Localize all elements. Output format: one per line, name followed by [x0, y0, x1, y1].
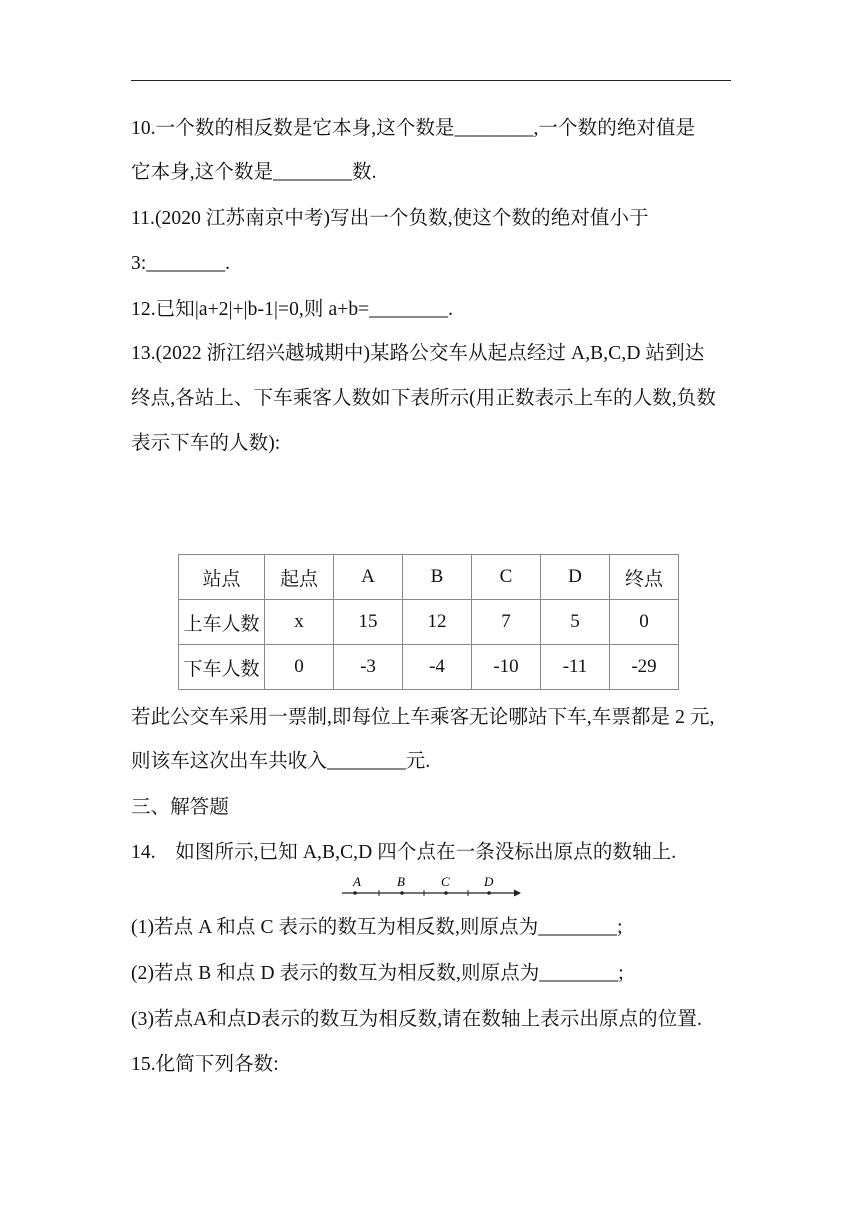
table-row [179, 600, 679, 645]
q15-line1: 15.化简下列各数: [131, 1054, 279, 1075]
q11-line2: 3:________. [131, 253, 231, 274]
table-row [179, 555, 679, 600]
table-cell: B [403, 555, 472, 600]
label-d: D [484, 874, 494, 889]
q14-part2: (2)若点 B 和点 D 表示的数互为相反数,则原点为________; [131, 963, 624, 984]
q13-line3: 表示下车的人数): [131, 433, 281, 454]
table-cell: D [541, 555, 610, 600]
q13-line2: 终点,各站上、下车乘客人数如下表所示(用正数表示上车的人数,负数 [131, 388, 716, 409]
table-cell: -4 [403, 645, 472, 690]
table-cell: 5 [541, 600, 610, 645]
table-cell: -10 [472, 645, 541, 690]
q14-part3: (3)若点A和点D表示的数互为相反数,请在数轴上表示出原点的位置. [131, 1009, 702, 1030]
header-rule [131, 80, 731, 81]
q13-line1: 13.(2022 浙江绍兴越城期中)某路公交车从起点经过 A,B,C,D 站到达 [131, 343, 705, 364]
point-b [400, 891, 404, 895]
q14-line1: 14. 如图所示,已知 A,B,C,D 四个点在一条没标出原点的数轴上. [131, 842, 677, 863]
label-a: A [353, 874, 361, 889]
table-cell: 下车人数 [179, 645, 265, 690]
table-cell: -3 [334, 645, 403, 690]
table-cell: -11 [541, 645, 610, 690]
table-cell: 0 [265, 645, 334, 690]
label-c: C [441, 874, 450, 889]
q14-part1: (1)若点 A 和点 C 表示的数互为相反数,则原点为________; [131, 917, 623, 938]
table-row [179, 645, 679, 690]
q12-line1: 12.已知|a+2|+|b-1|=0,则 a+b=________. [131, 299, 454, 320]
section-heading: 三、解答题 [131, 797, 230, 818]
table-cell: 7 [472, 600, 541, 645]
number-line [340, 874, 524, 902]
axis-arrow [514, 890, 521, 897]
q13-after1: 若此公交车采用一票制,即每位上车乘客无论哪站下车,车票都是 2 元, [131, 707, 715, 728]
label-b: B [397, 874, 405, 889]
table-cell: A [334, 555, 403, 600]
table-cell: 站点 [179, 555, 265, 600]
table-cell: 起点 [265, 555, 334, 600]
point-c [444, 891, 448, 895]
point-a [353, 891, 357, 895]
table-cell: 终点 [610, 555, 679, 600]
table-cell: 12 [403, 600, 472, 645]
q11-line1: 11.(2020 江苏南京中考)写出一个负数,使这个数的绝对值小于 [131, 208, 649, 229]
table-cell: 0 [610, 600, 679, 645]
table-cell: 15 [334, 600, 403, 645]
q13-after2: 则该车这次出车共收入________元. [131, 751, 431, 772]
table-cell: C [472, 555, 541, 600]
table-cell: x [265, 600, 334, 645]
bus-passenger-table [178, 554, 679, 690]
point-d [487, 891, 491, 895]
table-cell: 上车人数 [179, 600, 265, 645]
table-cell: -29 [610, 645, 679, 690]
q10-line2: 它本身,这个数是________数. [131, 162, 377, 183]
q10-line1: 10.一个数的相反数是它本身,这个数是________,一个数的绝对值是 [131, 118, 696, 139]
